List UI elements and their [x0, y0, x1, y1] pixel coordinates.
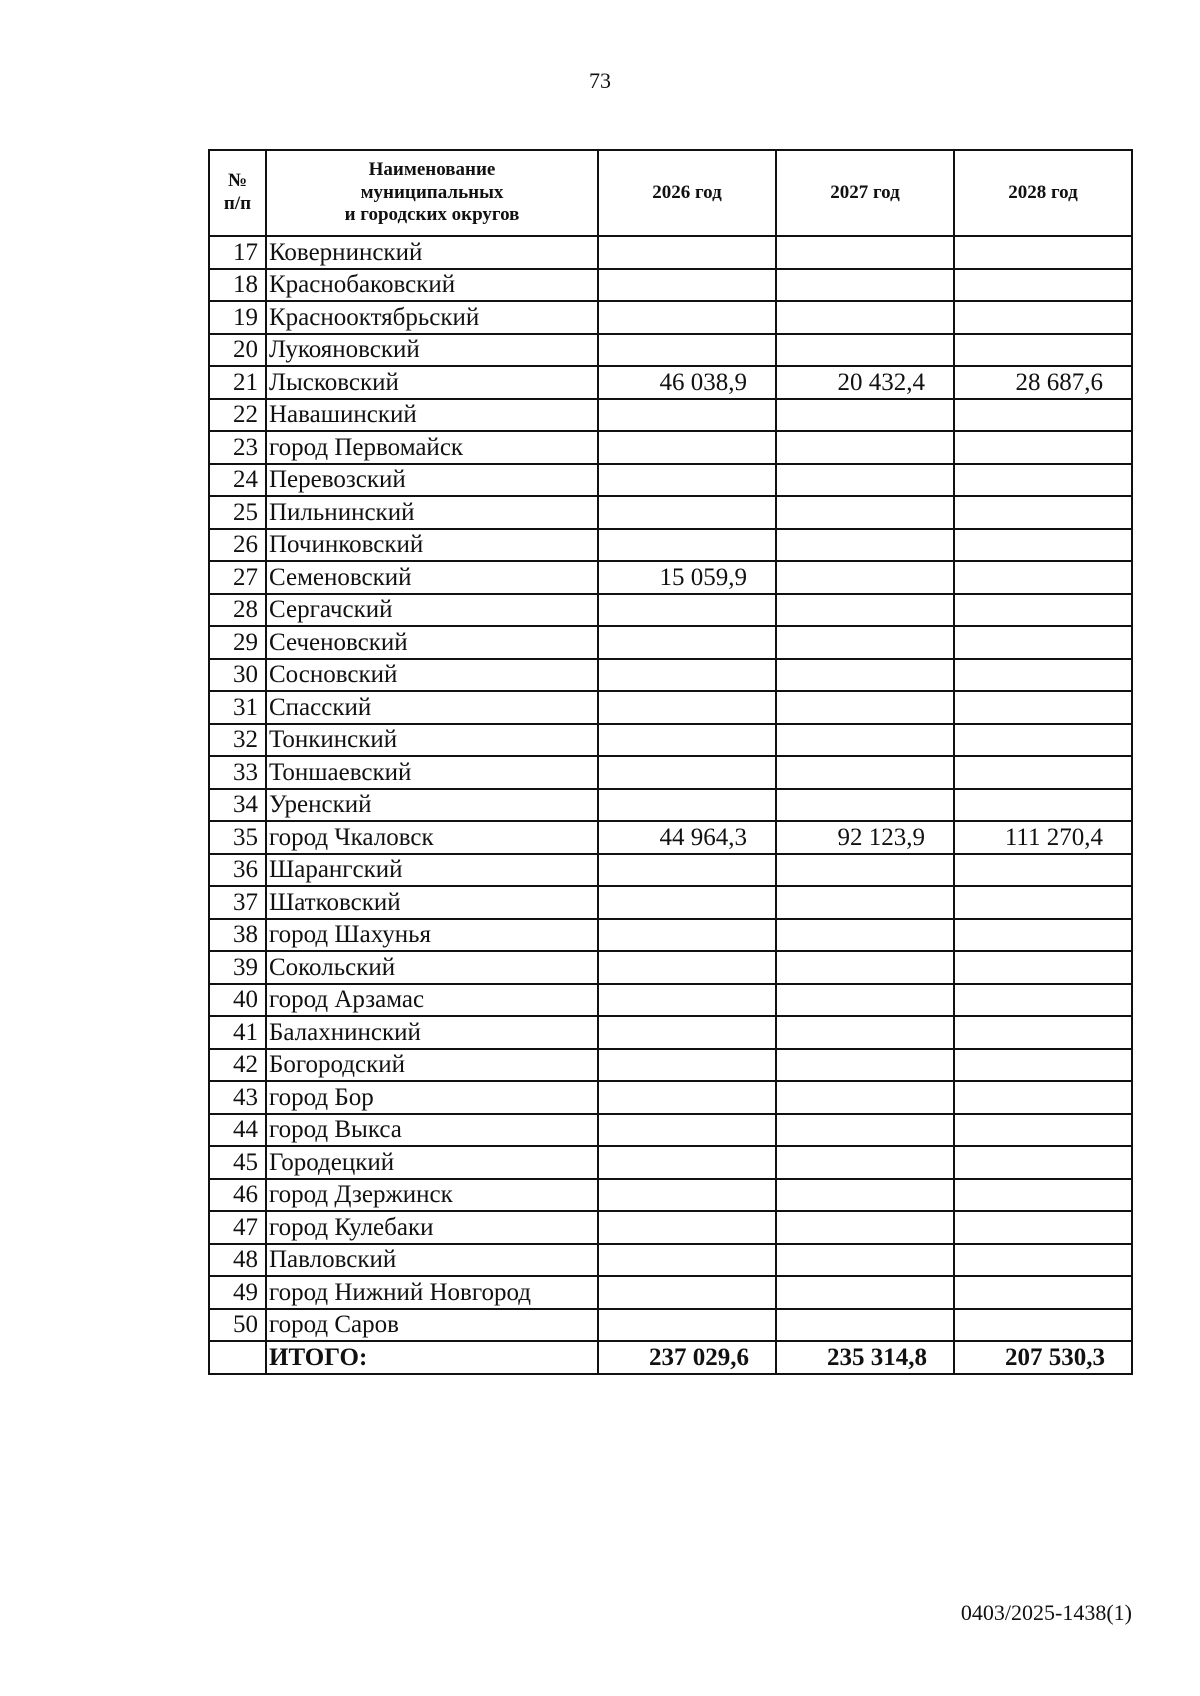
table-row	[209, 659, 1132, 692]
total-cell-2027: 235 314,8	[776, 1341, 954, 1374]
header-num: № п/п	[209, 150, 266, 236]
row-number: 32	[209, 724, 266, 757]
cell-2028	[954, 691, 1132, 724]
row-name: Пильнинский	[266, 496, 598, 529]
row-number: 29	[209, 626, 266, 659]
table-row	[209, 919, 1132, 952]
cell-2027	[776, 886, 954, 919]
cell-2027	[776, 789, 954, 822]
table-row	[209, 1049, 1132, 1082]
row-name: Навашинский	[266, 399, 598, 432]
cell-2028	[954, 464, 1132, 497]
cell-2026	[598, 269, 776, 302]
row-name: Спасский	[266, 691, 598, 724]
cell-2027	[776, 626, 954, 659]
table-row	[209, 1081, 1132, 1114]
cell-2026	[598, 334, 776, 367]
row-name: Ковернинский	[266, 236, 598, 269]
row-name: Лукояновский	[266, 334, 598, 367]
row-number: 24	[209, 464, 266, 497]
cell-2028	[954, 789, 1132, 822]
cell-2028	[954, 301, 1132, 334]
row-name: Сеченовский	[266, 626, 598, 659]
cell-2027	[776, 269, 954, 302]
cell-2028: 28 687,6	[954, 366, 1132, 399]
row-name: Починковский	[266, 529, 598, 562]
total-row-name: ИТОГО:	[266, 1341, 598, 1374]
cell-2028	[954, 529, 1132, 562]
row-name: город Нижний Новгород	[266, 1276, 598, 1309]
row-name: Семеновский	[266, 561, 598, 594]
cell-2026	[598, 724, 776, 757]
cell-2026	[598, 1114, 776, 1147]
table-row	[209, 301, 1132, 334]
cell-2027	[776, 919, 954, 952]
row-name: Краснооктябрьский	[266, 301, 598, 334]
cell-2027	[776, 1244, 954, 1277]
cell-2026	[598, 1276, 776, 1309]
row-name: город Дзержинск	[266, 1179, 598, 1212]
cell-2028: 111 270,4	[954, 821, 1132, 854]
row-name: город Кулебаки	[266, 1211, 598, 1244]
cell-2026	[598, 594, 776, 627]
cell-2026: 44 964,3	[598, 821, 776, 854]
row-name: город Саров	[266, 1309, 598, 1342]
cell-2028	[954, 1016, 1132, 1049]
cell-2027	[776, 756, 954, 789]
cell-2027	[776, 984, 954, 1017]
table-row	[209, 1244, 1132, 1277]
cell-2026: 46 038,9	[598, 366, 776, 399]
table-row	[209, 789, 1132, 822]
cell-2028	[954, 431, 1132, 464]
table-row	[209, 431, 1132, 464]
cell-2026	[598, 626, 776, 659]
table-header-row	[209, 150, 1132, 236]
page-number: 73	[589, 68, 611, 93]
row-number: 28	[209, 594, 266, 627]
cell-2026	[598, 399, 776, 432]
table-row	[209, 1211, 1132, 1244]
table-row	[209, 399, 1132, 432]
cell-2027	[776, 529, 954, 562]
table-row	[209, 756, 1132, 789]
cell-2027	[776, 659, 954, 692]
table-row	[209, 529, 1132, 562]
cell-2027	[776, 1081, 954, 1114]
cell-2026	[598, 496, 776, 529]
row-name: Городецкий	[266, 1146, 598, 1179]
row-number: 49	[209, 1276, 266, 1309]
cell-2028	[954, 1211, 1132, 1244]
row-name: Богородский	[266, 1049, 598, 1082]
row-number: 18	[209, 269, 266, 302]
cell-2026	[598, 984, 776, 1017]
row-number: 44	[209, 1114, 266, 1147]
cell-2028	[954, 1276, 1132, 1309]
table-row	[209, 886, 1132, 919]
row-number: 21	[209, 366, 266, 399]
row-number: 19	[209, 301, 266, 334]
cell-2026	[598, 691, 776, 724]
cell-2028	[954, 886, 1132, 919]
cell-2028	[954, 724, 1132, 757]
total-cell-2028: 207 530,3	[954, 1341, 1132, 1374]
cell-2026	[598, 529, 776, 562]
table-row	[209, 334, 1132, 367]
cell-2026	[598, 1146, 776, 1179]
row-number: 40	[209, 984, 266, 1017]
header-name: Наименование муниципальных и городских округов	[266, 150, 598, 236]
cell-2026	[598, 919, 776, 952]
header-2026: 2026 год	[598, 150, 776, 236]
cell-2027	[776, 561, 954, 594]
cell-2027	[776, 1211, 954, 1244]
cell-2026	[598, 1049, 776, 1082]
cell-2028	[954, 1081, 1132, 1114]
cell-2027	[776, 399, 954, 432]
row-number: 45	[209, 1146, 266, 1179]
cell-2026	[598, 1081, 776, 1114]
row-name: Сосновский	[266, 659, 598, 692]
cell-2028	[954, 626, 1132, 659]
header-2028: 2028 год	[954, 150, 1132, 236]
row-number: 50	[209, 1309, 266, 1342]
cell-2028	[954, 1049, 1132, 1082]
total-cell-2026: 237 029,6	[598, 1341, 776, 1374]
row-number: 41	[209, 1016, 266, 1049]
row-number: 17	[209, 236, 266, 269]
cell-2027	[776, 724, 954, 757]
row-number: 35	[209, 821, 266, 854]
cell-2026	[598, 301, 776, 334]
cell-2027	[776, 464, 954, 497]
row-name: Балахнинский	[266, 1016, 598, 1049]
row-number: 47	[209, 1211, 266, 1244]
table-row	[209, 1016, 1132, 1049]
table-row	[209, 594, 1132, 627]
cell-2028	[954, 1114, 1132, 1147]
row-number: 20	[209, 334, 266, 367]
header-2027: 2027 год	[776, 150, 954, 236]
cell-2027	[776, 691, 954, 724]
cell-2028	[954, 984, 1132, 1017]
cell-2026	[598, 1244, 776, 1277]
cell-2027	[776, 854, 954, 887]
cell-2027	[776, 951, 954, 984]
cell-2027	[776, 1309, 954, 1342]
row-number: 36	[209, 854, 266, 887]
cell-2026	[598, 951, 776, 984]
row-name: Сокольский	[266, 951, 598, 984]
table-row	[209, 1179, 1132, 1212]
row-number: 22	[209, 399, 266, 432]
cell-2028	[954, 659, 1132, 692]
table-row	[209, 951, 1132, 984]
table-row	[209, 1146, 1132, 1179]
row-number: 46	[209, 1179, 266, 1212]
table-row	[209, 496, 1132, 529]
row-name: Шарангский	[266, 854, 598, 887]
cell-2027	[776, 236, 954, 269]
cell-2028	[954, 236, 1132, 269]
row-name: город Шахунья	[266, 919, 598, 952]
row-number: 25	[209, 496, 266, 529]
cell-2027	[776, 1276, 954, 1309]
row-name: город Бор	[266, 1081, 598, 1114]
cell-2026	[598, 1016, 776, 1049]
cell-2027	[776, 594, 954, 627]
cell-2028	[954, 951, 1132, 984]
cell-2026	[598, 886, 776, 919]
table-row	[209, 1114, 1132, 1147]
cell-2028	[954, 919, 1132, 952]
row-name: Павловский	[266, 1244, 598, 1277]
cell-2028	[954, 269, 1132, 302]
cell-2027	[776, 1016, 954, 1049]
cell-2026	[598, 789, 776, 822]
row-number: 30	[209, 659, 266, 692]
row-name: Сергачский	[266, 594, 598, 627]
table-row	[209, 561, 1132, 594]
row-name: город Арзамас	[266, 984, 598, 1017]
cell-2028	[954, 561, 1132, 594]
total-row-number	[209, 1341, 266, 1374]
table-row	[209, 854, 1132, 887]
cell-2026	[598, 1179, 776, 1212]
cell-2027	[776, 301, 954, 334]
row-number: 42	[209, 1049, 266, 1082]
row-name: Перевозский	[266, 464, 598, 497]
row-name: Тоншаевский	[266, 756, 598, 789]
cell-2028	[954, 594, 1132, 627]
row-name: Уренский	[266, 789, 598, 822]
budget-table	[208, 149, 1133, 1375]
row-name: Краснобаковский	[266, 269, 598, 302]
row-number: 38	[209, 919, 266, 952]
table-row	[209, 236, 1132, 269]
cell-2026	[598, 659, 776, 692]
table-body	[209, 236, 1132, 1374]
cell-2027: 92 123,9	[776, 821, 954, 854]
cell-2028	[954, 1179, 1132, 1212]
table-row	[209, 269, 1132, 302]
row-name: город Первомайск	[266, 431, 598, 464]
document-code: 0403/2025-1438(1)	[960, 1600, 1132, 1625]
row-number: 31	[209, 691, 266, 724]
row-number: 34	[209, 789, 266, 822]
table-row	[209, 1309, 1132, 1342]
row-number: 23	[209, 431, 266, 464]
cell-2026	[598, 854, 776, 887]
row-number: 39	[209, 951, 266, 984]
row-name: Шатковский	[266, 886, 598, 919]
cell-2028	[954, 1309, 1132, 1342]
cell-2027	[776, 334, 954, 367]
cell-2026	[598, 431, 776, 464]
cell-2026	[598, 1309, 776, 1342]
total-row	[209, 1341, 1132, 1374]
cell-2027	[776, 496, 954, 529]
table-row	[209, 821, 1132, 854]
row-number: 48	[209, 1244, 266, 1277]
cell-2027	[776, 431, 954, 464]
row-number: 27	[209, 561, 266, 594]
cell-2027	[776, 1049, 954, 1082]
cell-2027	[776, 1114, 954, 1147]
table-row	[209, 464, 1132, 497]
cell-2027: 20 432,4	[776, 366, 954, 399]
table-row	[209, 366, 1132, 399]
row-number: 37	[209, 886, 266, 919]
cell-2027	[776, 1179, 954, 1212]
row-number: 43	[209, 1081, 266, 1114]
cell-2028	[954, 756, 1132, 789]
cell-2026	[598, 236, 776, 269]
table-row	[209, 626, 1132, 659]
cell-2028	[954, 334, 1132, 367]
cell-2026	[598, 464, 776, 497]
table-row	[209, 1276, 1132, 1309]
row-name: город Выкса	[266, 1114, 598, 1147]
cell-2028	[954, 854, 1132, 887]
row-number: 33	[209, 756, 266, 789]
cell-2028	[954, 399, 1132, 432]
row-number: 26	[209, 529, 266, 562]
row-name: город Чкаловск	[266, 821, 598, 854]
cell-2026	[598, 1211, 776, 1244]
table-row	[209, 984, 1132, 1017]
cell-2028	[954, 1146, 1132, 1179]
table-row	[209, 691, 1132, 724]
cell-2028	[954, 1244, 1132, 1277]
cell-2026	[598, 756, 776, 789]
table-row	[209, 724, 1132, 757]
row-name: Тонкинский	[266, 724, 598, 757]
row-name: Лысковский	[266, 366, 598, 399]
cell-2028	[954, 496, 1132, 529]
cell-2027	[776, 1146, 954, 1179]
cell-2026: 15 059,9	[598, 561, 776, 594]
